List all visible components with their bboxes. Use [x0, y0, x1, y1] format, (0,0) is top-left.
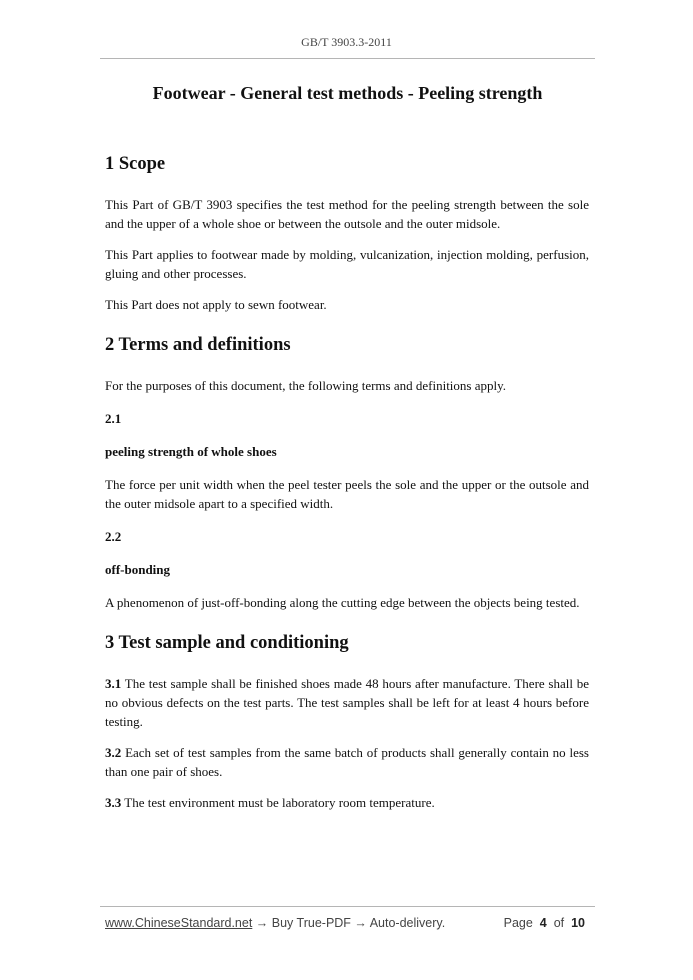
clause-number: 3.2 [105, 745, 122, 760]
clause-3-2 [105, 743, 589, 781]
document-code-header: GB/T 3903.3-2011 [301, 35, 392, 49]
clause-text: Each set of test samples from the same batch of products shall generally contain no less than one pair of shoes. [105, 745, 589, 779]
scope-paragraph-2: This Part applies to footwear made by molding, vulcanization, injection molding, perfusion, gluing and other processes. [105, 247, 589, 281]
website-link[interactable]: www.ChineseStandard.net [105, 916, 253, 930]
section-heading-test-sample: 3 Test sample and conditioning [105, 633, 349, 653]
footer-divider [100, 906, 595, 907]
scope-paragraph-3: This Part does not apply to sewn footwear. [105, 297, 327, 312]
scope-paragraph-1: This Part of GB/T 3903 specifies the test method for the peeling strength between the sole and the upper of a whole shoe or between the outsole and the outer midsole. [105, 197, 589, 231]
term-number-2-1: 2.1 [105, 411, 122, 426]
page-footer [105, 916, 585, 930]
clause-text: The test sample shall be finished shoes made 48 hours after manufacture. There shall be no obvious defects on the test parts. The test samples shall be left for at least 4 hours before testing. [105, 676, 589, 729]
promo-text: → Buy True-PDF → Auto-delivery. [252, 916, 446, 930]
document-body [105, 150, 589, 812]
clause-number: 3.1 [105, 676, 122, 691]
section-heading-scope: 1 Scope [105, 154, 166, 174]
term-name-2-2: off-bonding [105, 562, 171, 577]
page-title: Footwear - General test methods - Peeling strength [152, 83, 543, 103]
page-word: Page [503, 916, 533, 930]
page-total: 10 [571, 916, 585, 930]
header-divider [100, 58, 595, 59]
clause-text: The test environment must be laboratory room temperature. [121, 795, 435, 810]
term-definition-2-1: The force per unit width when the peel tester peels the sole and the upper or the outsole and the outer midsole apart to a specified width. [105, 477, 589, 511]
term-definition-2-2: A phenomenon of just-off-bonding along the cutting edge between the objects being tested. [105, 595, 580, 610]
clause-3-1 [105, 674, 589, 731]
page-current: 4 [539, 916, 547, 930]
term-name-2-1: peeling strength of whole shoes [105, 444, 277, 459]
page-indicator [504, 916, 585, 930]
of-word: of [553, 916, 565, 930]
clause-number: 3.3 [105, 795, 122, 810]
clause-3-3 [105, 793, 589, 812]
term-number-2-2: 2.2 [105, 529, 122, 544]
section-heading-terms: 2 Terms and definitions [105, 335, 291, 355]
terms-intro: For the purposes of this document, the following terms and definitions apply. [105, 378, 507, 393]
